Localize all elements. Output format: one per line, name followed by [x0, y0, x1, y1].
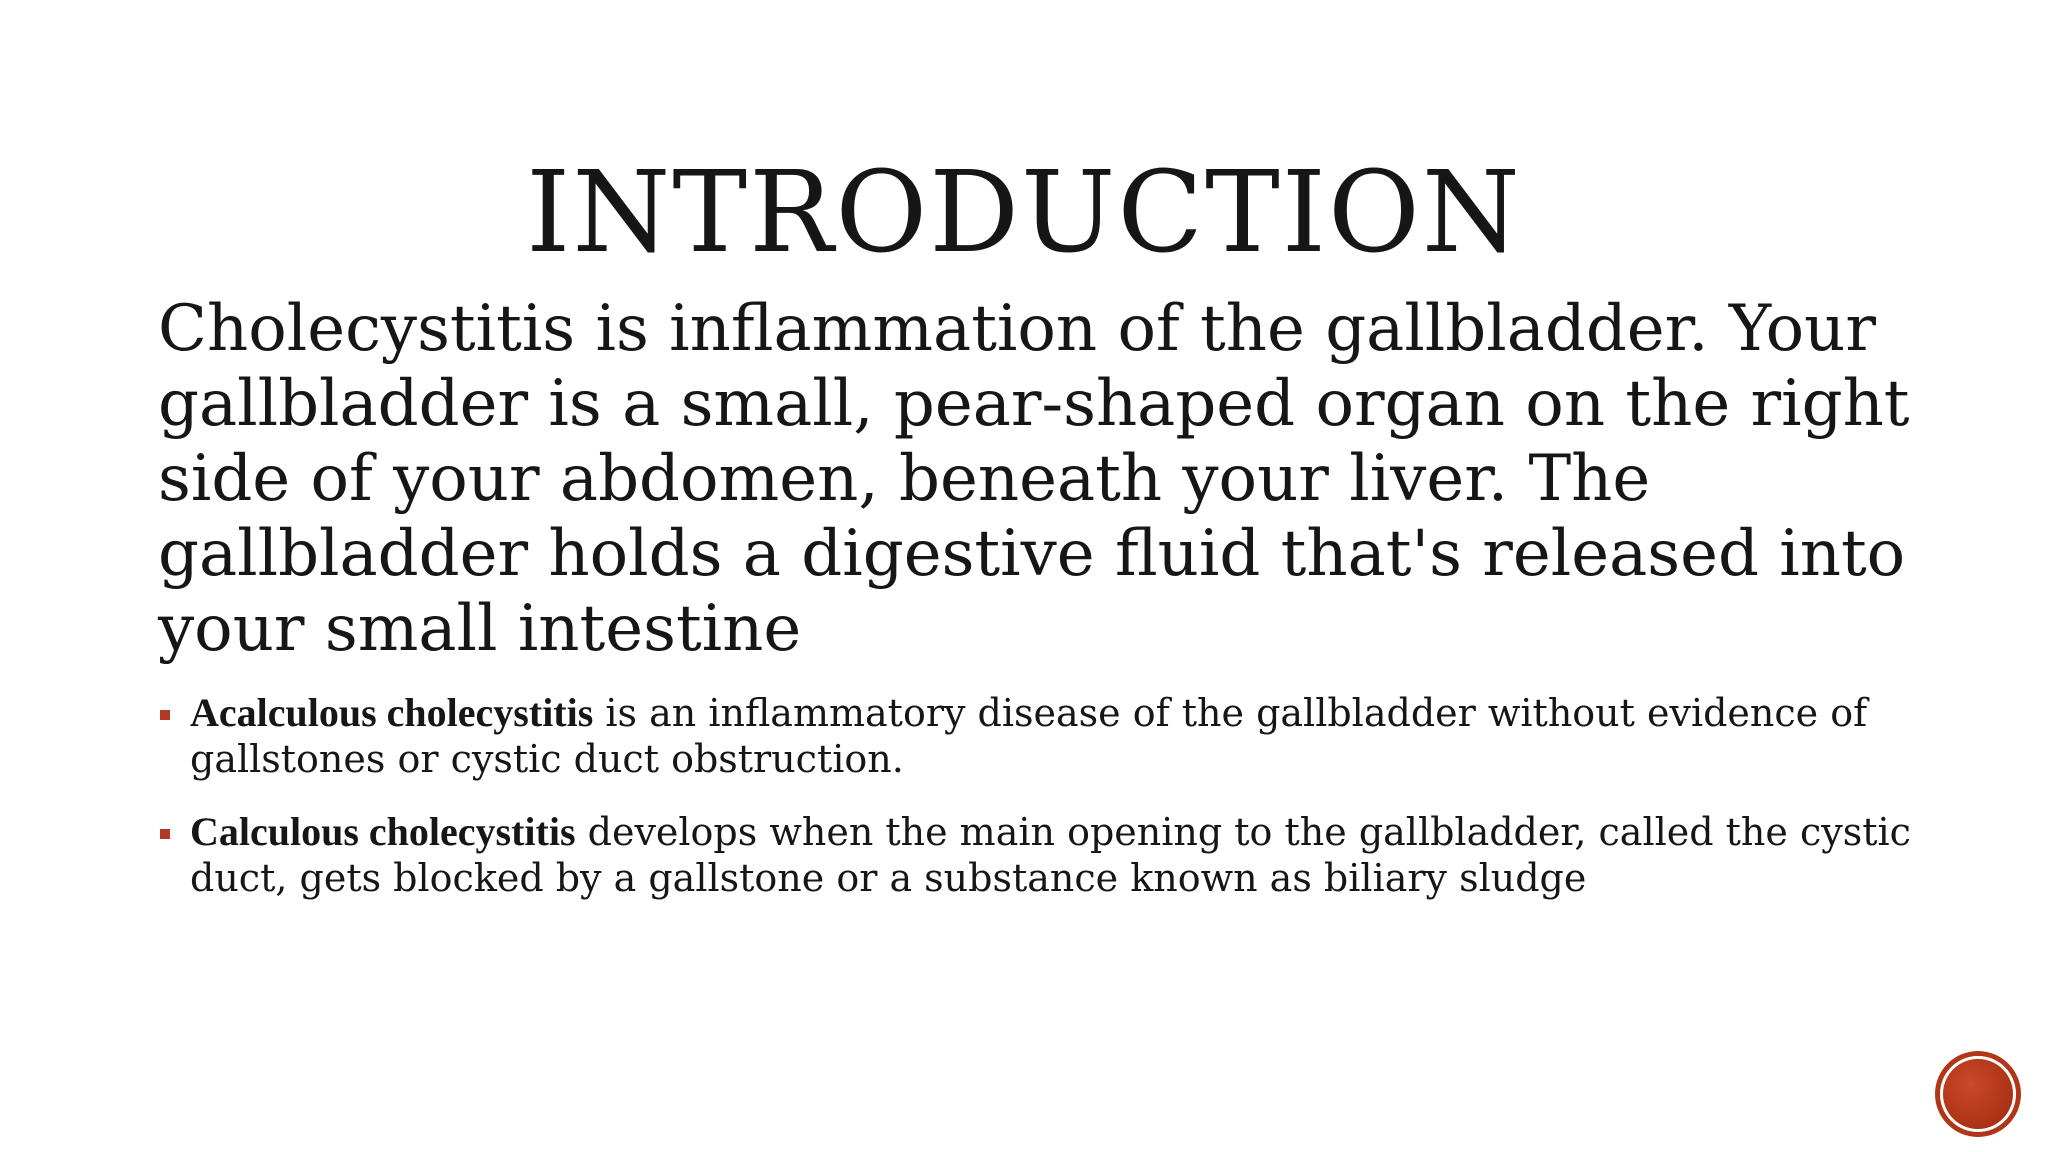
bullet-text: develops when the main opening to the gallbladder, called the cystic duct, gets blocked by a gallstone or a substance known as biliary sludge: [190, 810, 1911, 900]
slide-nav-button-icon[interactable]: [1940, 1056, 2016, 1132]
intro-paragraph: Cholecystitis is inflammation of the gallbladder. Your gallbladder is a small, pear-shaped organ on the right side of your abdomen, beneath your liver. The gallbladder holds a digestive fluid that's released into your small intestine: [158, 292, 1910, 666]
bullet-item-calculous: [158, 809, 1918, 901]
square-bullet-icon: [160, 829, 170, 839]
bullet-text: is an inflammatory disease of the gallbladder without evidence of gallstones or cystic duct obstruction.: [190, 691, 1868, 781]
bullet-list: [158, 690, 1918, 928]
bullet-term: Acalculous cholecystitis: [190, 690, 594, 735]
bullet-item-acalculous: [158, 690, 1918, 782]
bullet-term: Calculous cholecystitis: [190, 809, 576, 854]
square-bullet-icon: [160, 710, 170, 720]
slide-title: INTRODUCTION: [526, 148, 1522, 278]
